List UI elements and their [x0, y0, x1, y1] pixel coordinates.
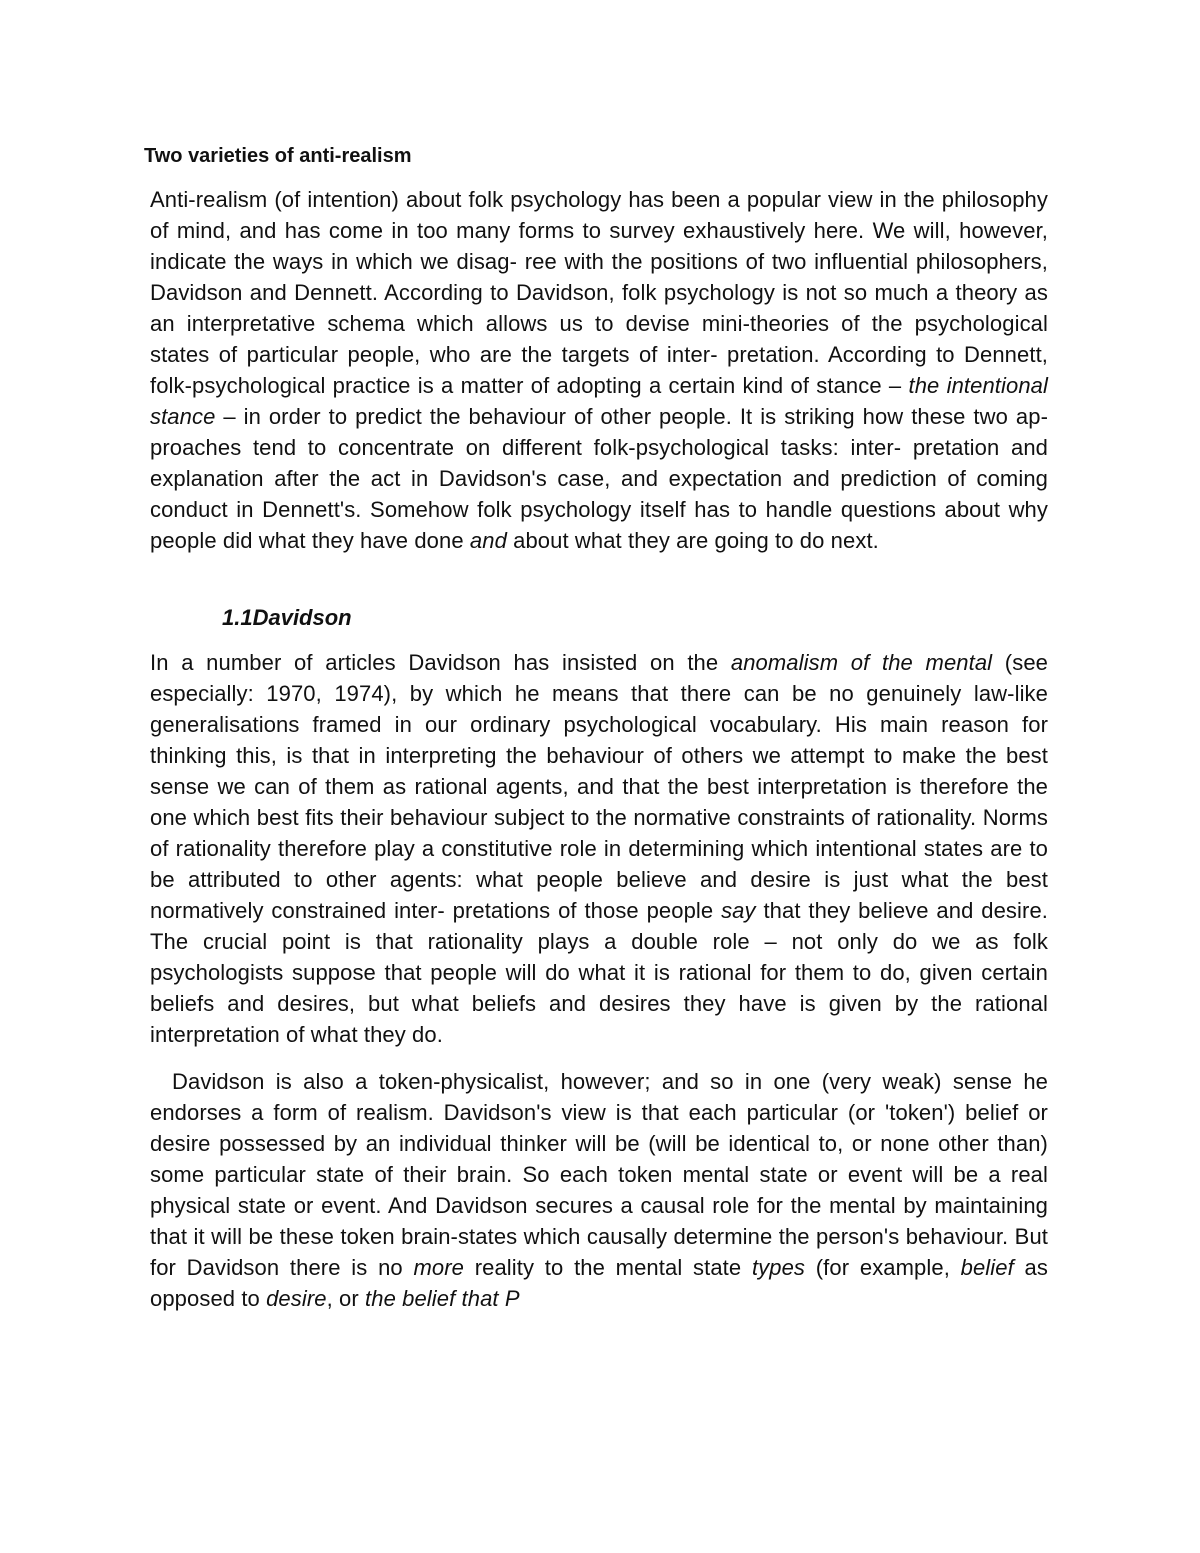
intro-emphasis-1: the intentional stance	[150, 373, 1048, 429]
davidson-p1-emphasis-2: say	[721, 898, 756, 923]
intro-text-3: about what they are going to do next.	[506, 528, 879, 553]
davidson-p1-text-c: that they believe and desire. The crucial point is that rationality plays a double role – not only do we as folk psychologists suppose that people will do what it is rational for them to do, given certain beliefs and desires, but what beliefs and desires they have is given by the rational interpretation of what they do.	[150, 898, 1048, 1047]
davidson-p2-emphasis-5: the belief that P	[365, 1286, 520, 1311]
davidson-p2-text-c: (for example,	[805, 1255, 961, 1280]
davidson-p2-text-b: reality to the mental state	[464, 1255, 752, 1280]
davidson-paragraph-1	[150, 647, 1048, 1050]
section-title: Two varieties of anti-realism	[144, 145, 412, 167]
davidson-p2-text-a: Davidson is also a token-physicalist, however; and so in one (very weak) sense he endorses a form of realism. Davidson's view is that each particular (or 'token') belief or desire possessed by an individual thinker will be (will be identical to, or none other than) some particular state of their brain. So each token mental state or event will be a real physical state or event. And Davidson secures a causal role for the mental by maintaining that it will be these token brain-states which causally determine the person's behaviour. But for Davidson there is no	[150, 1069, 1048, 1280]
intro-paragraph	[150, 184, 1048, 556]
intro-text-1: Anti-realism (of intention) about folk psychology has been a popular view in the philosophy of mind, and has come in too many forms to survey exhaustively here. We will, however, indicate the ways in which we disag- ree with the positions of two influential philosophers, Davidson and Dennett. According to Davidson, folk psychology is not so much a theory as an interpretative schema which allows us to devise mini-theories of the psychological states of particular people, who are the targets of inter- pretation. According to Dennett, folk-psychological practice is a matter of adopting a certain kind of stance –	[150, 187, 1048, 398]
davidson-p2-text-d: as opposed to	[150, 1255, 1048, 1311]
davidson-p2-emphasis-4: desire	[266, 1286, 327, 1311]
davidson-p1-text-a: In a number of articles Davidson has insisted on the	[150, 650, 731, 675]
davidson-p2-emphasis-1: more	[413, 1255, 464, 1280]
intro-text-2: – in order to predict the behaviour of other people. It is striking how these two ap- proaches tend to concentrate on different folk-psychological tasks: inter- pretation and explanation after the act in Davidson's case, and expectation and prediction of coming conduct in Dennett's. Somehow folk psychology itself has to handle questions about why people did what they have done	[150, 404, 1048, 553]
davidson-p2-text-e: , or	[326, 1286, 366, 1311]
davidson-p1-text-b: (see especially: 1970, 1974), by which he means that there can be no genuinely law-like generalisations framed in our ordinary psychological vocabulary. His main reason for thinking this, is that in interpreting the behaviour of others we attempt to make the best sense we can of them as rational agents, and that the best interpretation is therefore the one which best fits their behaviour subject to the normative constraints of rationality. Norms of rationality therefore play a constitutive role in determining which intentional states are to be attributed to other agents: what people believe and desire is just what the best normatively constrained inter- pretations of those people	[150, 650, 1049, 923]
davidson-p1-emphasis-1: anomalism of the mental	[730, 650, 993, 675]
davidson-paragraph-2	[150, 1066, 1048, 1314]
davidson-p2-emphasis-2: types	[751, 1255, 806, 1280]
intro-emphasis-2: and	[469, 528, 507, 553]
davidson-p2-emphasis-3: belief	[960, 1255, 1014, 1280]
subsection-heading: 1.1Davidson	[222, 605, 352, 630]
